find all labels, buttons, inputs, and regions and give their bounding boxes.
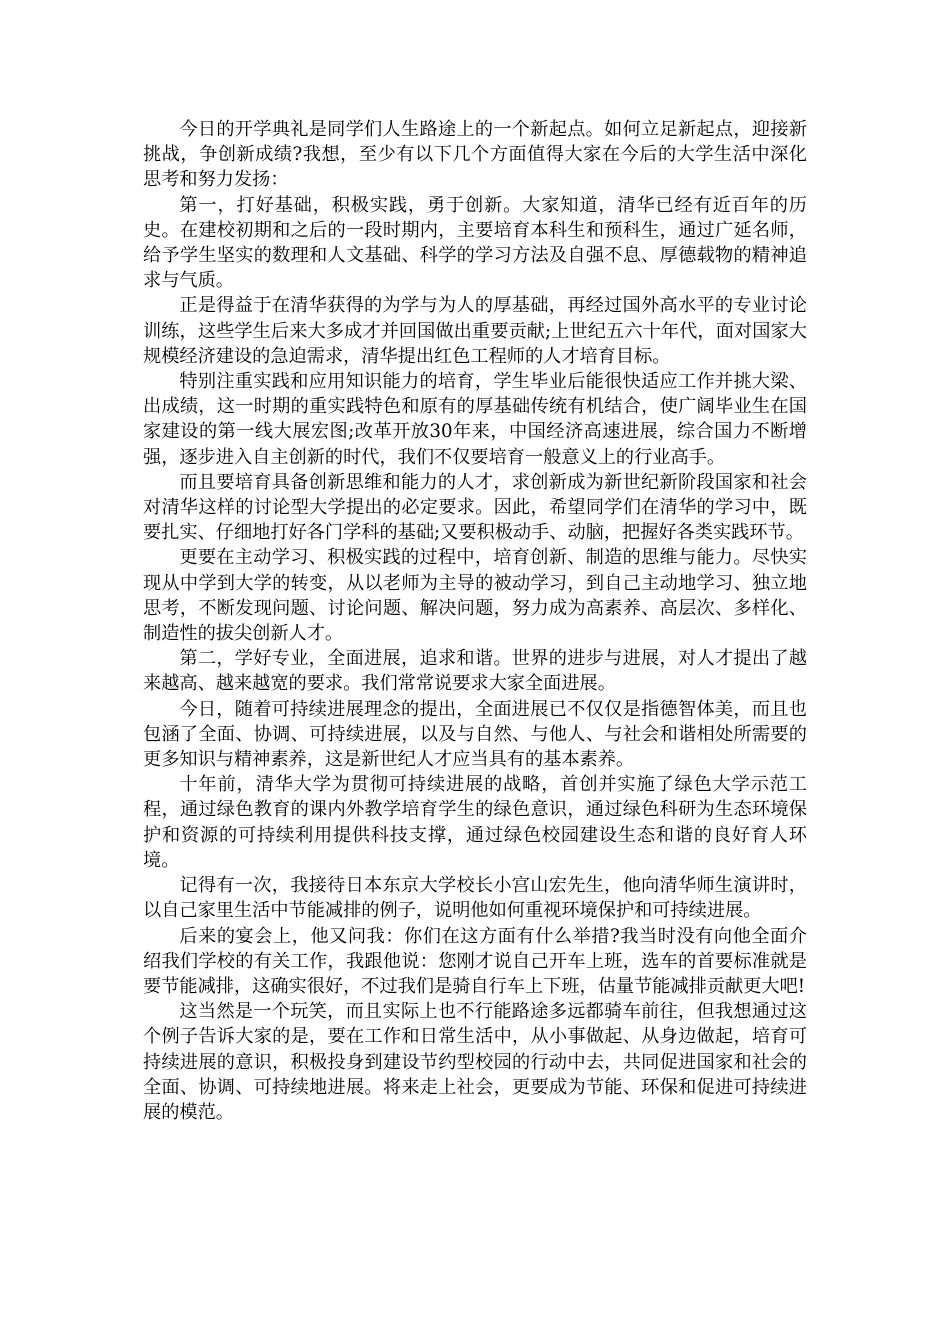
paragraph-foundation: 正是得益于在清华获得的为学与为人的厚基础，再经过国外高水平的专业讨论训练，这些学生后来大多成才并回国做出重要贡献;上世纪五六十年代，面对国家大规模经济建设的急迫需求，清华提出红色工程师的人才培育目标。 xyxy=(143,295,807,367)
paragraph-innovation: 而且要培育具备创新思维和能力的人才，求创新成为新世纪新阶段国家和社会对清华这样的讨论型大学提出的必定要求。因此，希望同学们在清华的学习中，既要扎实、仔细地打好各门学科的基础;又要积极动手、动脑，把握好各类实践环节。 xyxy=(143,471,807,544)
document-body xyxy=(143,117,807,1125)
paragraph-opening: 今日的开学典礼是同学们人生路途上的一个新起点。如何立足新起点，迎接新挑战，争创新成绩?我想，至少有以下几个方面值得大家在今后的大学生活中深化思考和努力发扬： xyxy=(143,119,807,191)
paragraph-anecdote: 记得有一次，我接待日本东京大学校长小宫山宏先生，他向清华师生演讲时，以自己家里生活中节能减排的例子，说明他如何重视环境保护和可持续进展。 xyxy=(143,875,807,922)
paragraph-conclusion: 这当然是一个玩笑，而且实际上也不行能路途多远都骑车前往，但我想通过这个例子告诉大家的是，要在工作和日常生活中，从小事做起、从身边做起，培育可持续进展的意识，积极投身到建设节约型校园的行动中去，共同促进国家和社会的全面、协调、可持续地进展。将来走上社会，更要成为节能、环保和促进可持续进展的模范。 xyxy=(143,1001,807,1123)
paragraph-second-point: 第二，学好专业，全面进展，追求和谐。世界的进步与进展，对人才提出了越来越高、越来越宽的要求。我们常常说要求大家全面进展。 xyxy=(143,648,807,695)
paragraph-practice: 特别注重实践和应用知识能力的培育，学生毕业后能很快适应工作并挑大梁、出成绩，这一时期的重实践特色和原有的厚基础传统有机结合，使广阔毕业生在国家建设的第一线大展宏图;改革开放30年来，中国经济高速进展，综合国力不断增强，逐步进入自主创新的时代，我们不仅要培育一般意义上的行业高手。 xyxy=(143,371,807,468)
paragraph-banquet: 后来的宴会上，他又问我：你们在这方面有什么举措?我当时没有向他全面介绍我们学校的有关工作，我跟他说：您刚才说自己开车上班，选车的首要标准就是要节能减排，这确实很好，不过我们是骑自行车上下班，估量节能减排贡献更大吧! xyxy=(143,925,807,997)
paragraph-active-learning: 更要在主动学习、积极实践的过程中，培育创新、制造的思维与能力。尽快实现从中学到大学的转变，从以老师为主导的被动学习，到自己主动地学习、独立地思考，不断发现问题、讨论问题、解决问题，努力成为高素养、高层次、多样化、制造性的拔尖创新人才。 xyxy=(143,547,807,645)
paragraph-first-point: 第一，打好基础，积极实践，勇于创新。大家知道，清华已经有近百年的历史。在建校初期和之后的一段时期内，主要培育本科生和预科生，通过广延名师，给予学生坚实的数理和人文基础、科学的学习方法及自强不息、厚德载物的精神追求与气质。 xyxy=(143,194,807,292)
paragraph-sustainable: 今日，随着可持续进展理念的提出，全面进展已不仅仅是指德智体美，而且也包涵了全面、协调、可持续进展，以及与自然、与他人、与社会和谐相处所需要的更多知识与精神素养，这是新世纪人才应当具有的基本素养。 xyxy=(143,698,807,771)
paragraph-green-university: 十年前，清华大学为贯彻可持续进展的战略，首创并实施了绿色大学示范工程，通过绿色教育的课内外教学培育学生的绿色意识，通过绿色科研为生态环境保护和资源的可持续利用提供科技支撑，通过绿色校园建设生态和谐的良好育人环境。 xyxy=(143,774,807,871)
